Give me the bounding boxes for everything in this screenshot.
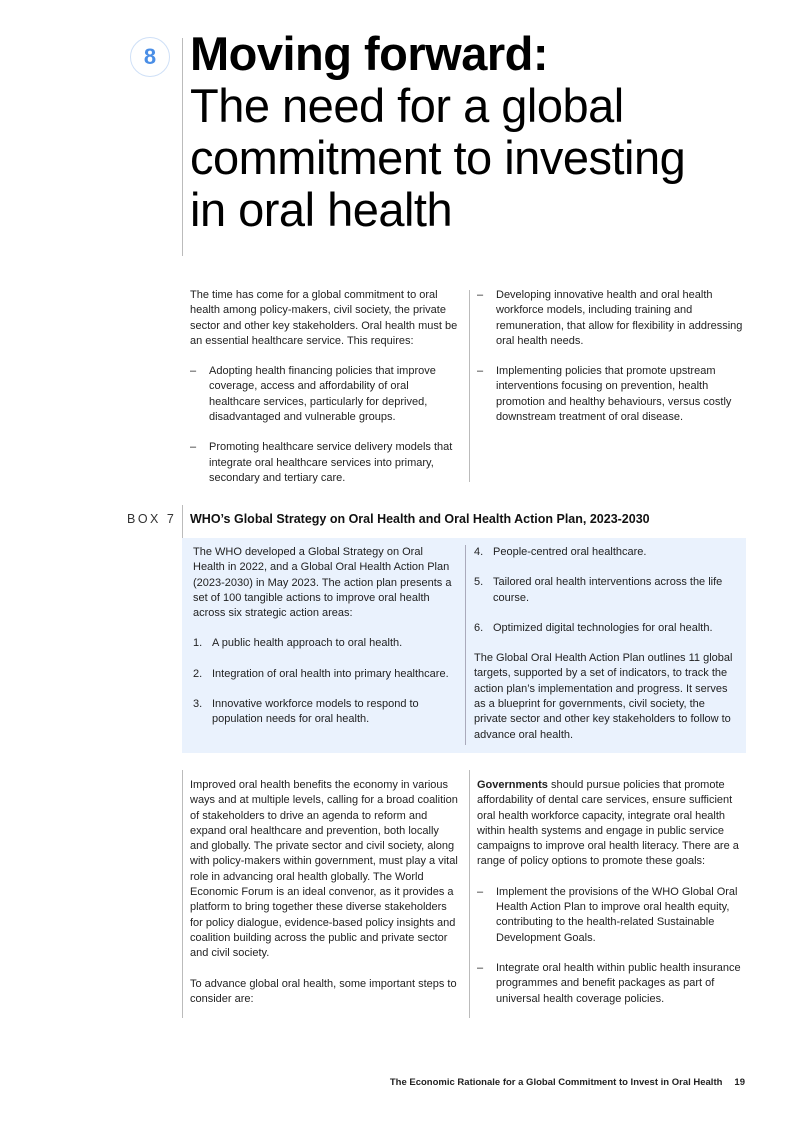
paragraph: To advance global oral health, some important steps to consider are:: [190, 977, 457, 1005]
box-closing: The Global Oral Health Action Plan outlines 11 global targets, supported by a set of indicators, to track the action plan’s implementation and progress. It serves as a blueprint for governments, civil society, the private sector and other key stakeholders to follow to advance oral health.: [474, 652, 733, 741]
list-item: – Integrate oral health within public health insurance programmes and benefit packages as part of universal health coverage policies.: [477, 961, 749, 1007]
box-item: [474, 575, 740, 606]
footer-title: The Economic Rationale for a Global Commitment to Invest in Oral Health: [389, 1077, 723, 1088]
title-bold: Moving forward:: [190, 27, 549, 80]
item-number: 5.: [474, 576, 484, 589]
page-title: [190, 28, 770, 236]
box-item: [193, 667, 453, 682]
item-number: 2.: [193, 667, 203, 680]
intro-left-column: [190, 288, 458, 501]
column-divider: [469, 290, 470, 482]
paragraph-text: should pursue policies that promote affordability of dental care services, ensure sufficient oral health workforce capacity, integrate oral health within health systems and engage in public service campaigns to improve oral health literacy. There are a range of policy options to promote these goals:: [477, 779, 739, 868]
item-text: Optimized digital technologies for oral health.: [493, 621, 713, 634]
box-intro: The WHO developed a Global Strategy on Oral Health in 2022, and a Global Oral Health Action Plan (2023-2030) in May 2023. The action plan presents a set of 100 tangible actions to improve oral health across six strategic action areas:: [193, 546, 452, 620]
divider: [182, 770, 183, 1018]
page-footer: [390, 1077, 745, 1088]
item-number: 1.: [193, 637, 203, 650]
item-text: People-centred oral healthcare.: [493, 546, 647, 558]
box-item: [193, 636, 453, 651]
box-title: WHO’s Global Strategy on Oral Health and Oral Health Action Plan, 2023-2030: [190, 512, 650, 526]
item-text: Innovative workforce models to respond to population needs for oral health.: [212, 698, 419, 726]
box-left-column: [193, 545, 453, 743]
paragraph: [477, 778, 749, 870]
item-text: Tailored oral health interventions across the life course.: [493, 576, 723, 604]
box-item: [193, 697, 453, 728]
list-item: – Developing innovative health and oral health workforce models, including training and remuneration, that allow for flexibility in addressing oral health needs.: [477, 288, 749, 349]
list-item: – Implement the provisions of the WHO Global Oral Health Action Plan to improve oral health equity, contributing to the health-related Sustainable Development Goals.: [477, 885, 749, 946]
box-item: [474, 545, 740, 560]
box-item: [474, 621, 740, 636]
item-number: 3.: [193, 698, 203, 711]
title-line: in oral health: [190, 183, 453, 236]
box-column-divider: [465, 545, 466, 745]
divider: [182, 38, 183, 256]
title-line: The need for a global: [190, 79, 624, 132]
bold-lead: Governments: [477, 779, 548, 791]
list-item: – Promoting healthcare service delivery models that integrate oral healthcare services into primary, secondary and tertiary care.: [190, 440, 458, 486]
item-number: 6.: [474, 621, 484, 634]
intro-paragraph: The time has come for a global commitment to oral health among policy-makers, civil society, the private sector and other key stakeholders. Oral health must be an essential healthcare service. This requires:: [190, 289, 458, 347]
chapter-number: 8: [130, 37, 170, 77]
item-number: 4.: [474, 546, 484, 558]
list-item: – Adopting health financing policies that improve coverage, access and affordability of oral healthcare services, particularly for deprived, disadvantaged and vulnerable groups.: [190, 364, 458, 425]
item-text: Integration of oral health into primary healthcare.: [212, 667, 449, 680]
box-label: BOX 7: [127, 512, 177, 526]
lower-right-column: [477, 778, 749, 1022]
item-text: A public health approach to oral health.: [212, 637, 403, 650]
column-divider: [469, 770, 470, 1018]
paragraph: Improved oral health benefits the economy in various ways and at multiple levels, calling for a broad coalition of stakeholders to drive an agenda to reform and expand oral healthcare and prevention, both locally and globally. The private sector and civil society, along with policy-makers within government, must play a vital role in advancing oral health globally. The World Economic Forum is an ideal convenor, as it provides a platform to bring together these diverse stakeholders for policy dialogue, evidence-based policy insights and coalition building across the public and private sector and civil society.: [190, 779, 458, 960]
page-number: 19: [734, 1077, 745, 1088]
box-right-column: [474, 545, 740, 758]
intro-right-column: [477, 288, 749, 440]
lower-left-column: [190, 778, 458, 1022]
list-item: – Implementing policies that promote upstream interventions focusing on prevention, health promotion and healthy behaviours, versus costly downstream treatment of oral disease.: [477, 364, 749, 425]
title-line: commitment to investing: [190, 131, 686, 184]
